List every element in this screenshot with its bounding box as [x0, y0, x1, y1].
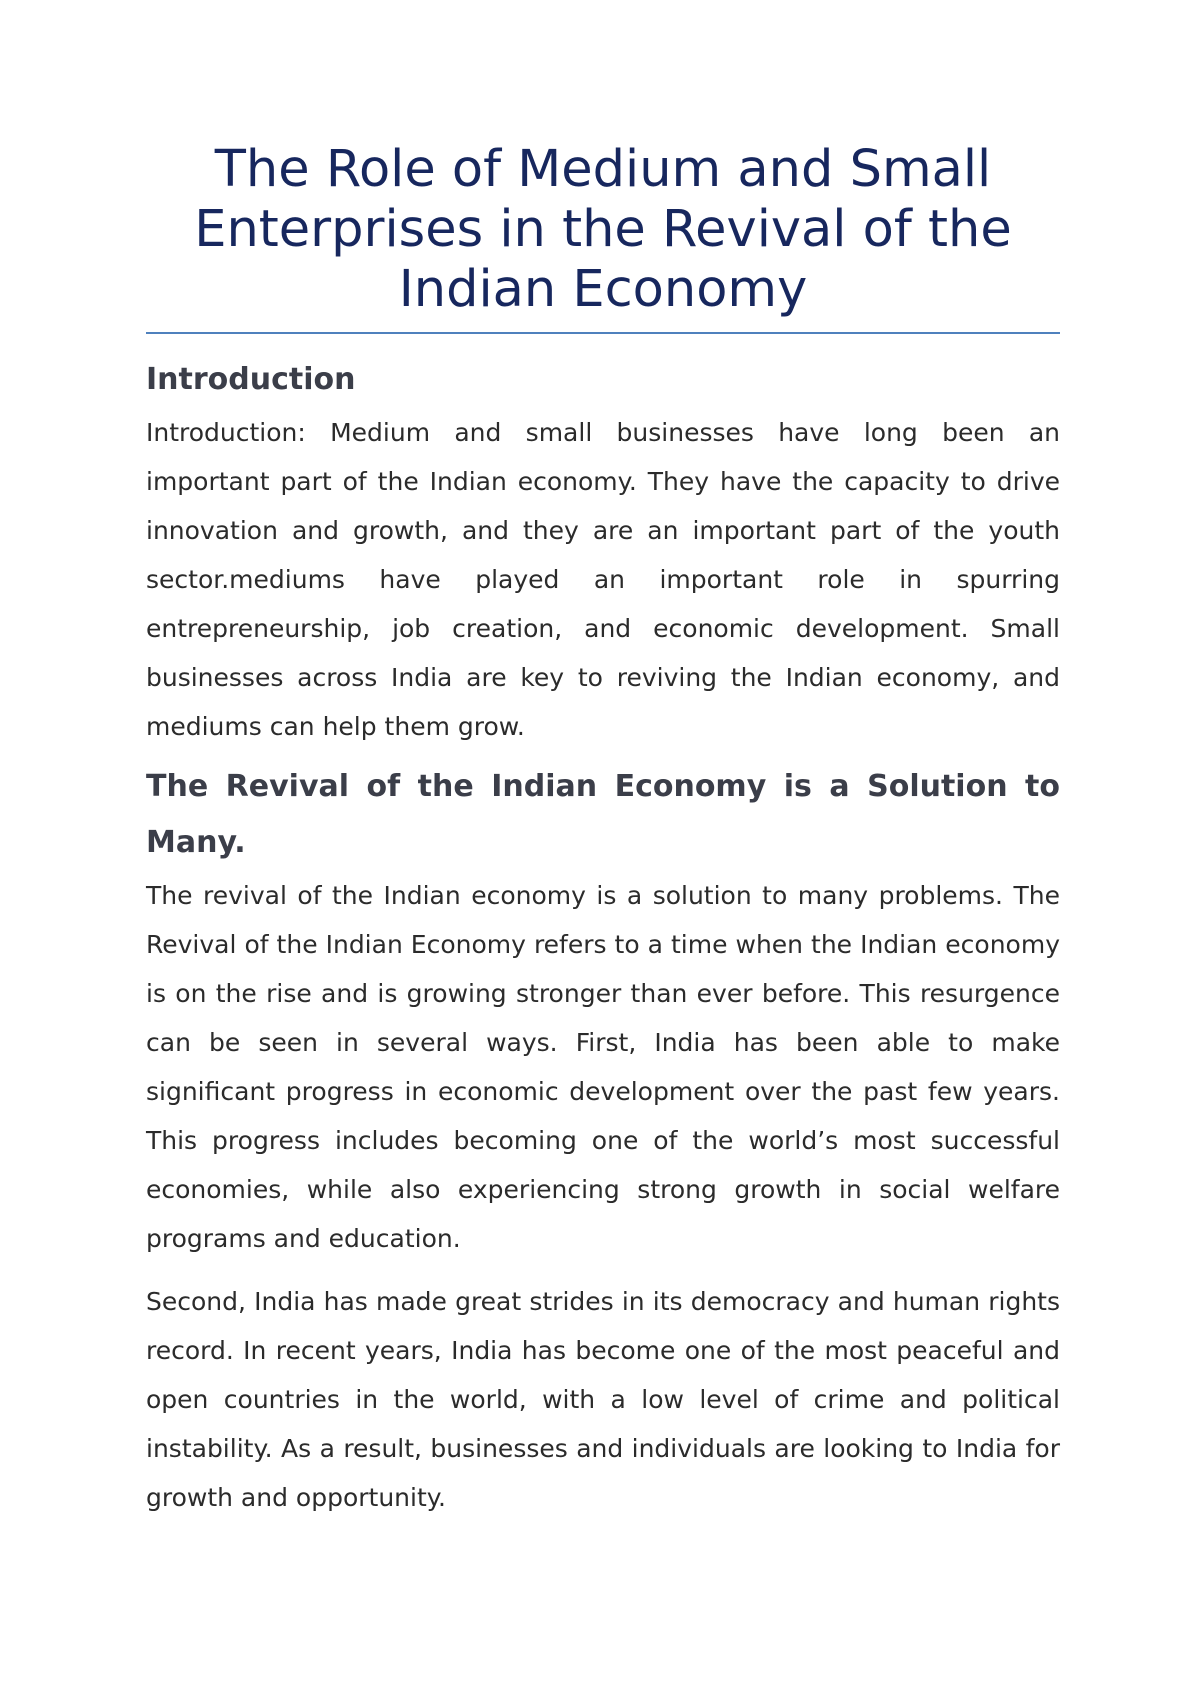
document-page: [146, 140, 1060, 1522]
paragraph-introduction: Introduction: Medium and small businesses have long been an important part of the Indian economy. They have the capacity to drive innovation and growth, and they are an important part of the youth sector.mediums have played an important role in spurring entrepreneurship, job creation, and economic development. Small businesses across India are key to reviving the Indian economy, and mediums can help them grow.: [146, 418, 1060, 741]
paragraph-revival-2: Second, India has made great strides in its democracy and human rights record. In recent years, India has become one of the most peaceful and open countries in the world, with a low level of crime and political instability. As a result, businesses and individuals are looking to India for growth and opportunity.: [146, 1287, 1060, 1512]
paragraph-revival-1: The revival of the Indian economy is a solution to many problems. The Revival of the Indian Economy refers to a time when the Indian economy is on the rise and is growing stronger than ever before. This resurgence can be seen in several ways. First, India has been able to make significant progress in economic development over the past few years. This progress includes becoming one of the world’s most successful economies, while also experiencing strong growth in social welfare programs and education.: [146, 881, 1060, 1253]
section-heading-introduction: Introduction: [146, 362, 356, 397]
document-title: The Role of Medium and Small Enterprises in the Revival of the Indian Economy: [146, 140, 1060, 334]
section-heading-revival: The Revival of the Indian Economy is a Solution to Many.: [146, 769, 1060, 860]
